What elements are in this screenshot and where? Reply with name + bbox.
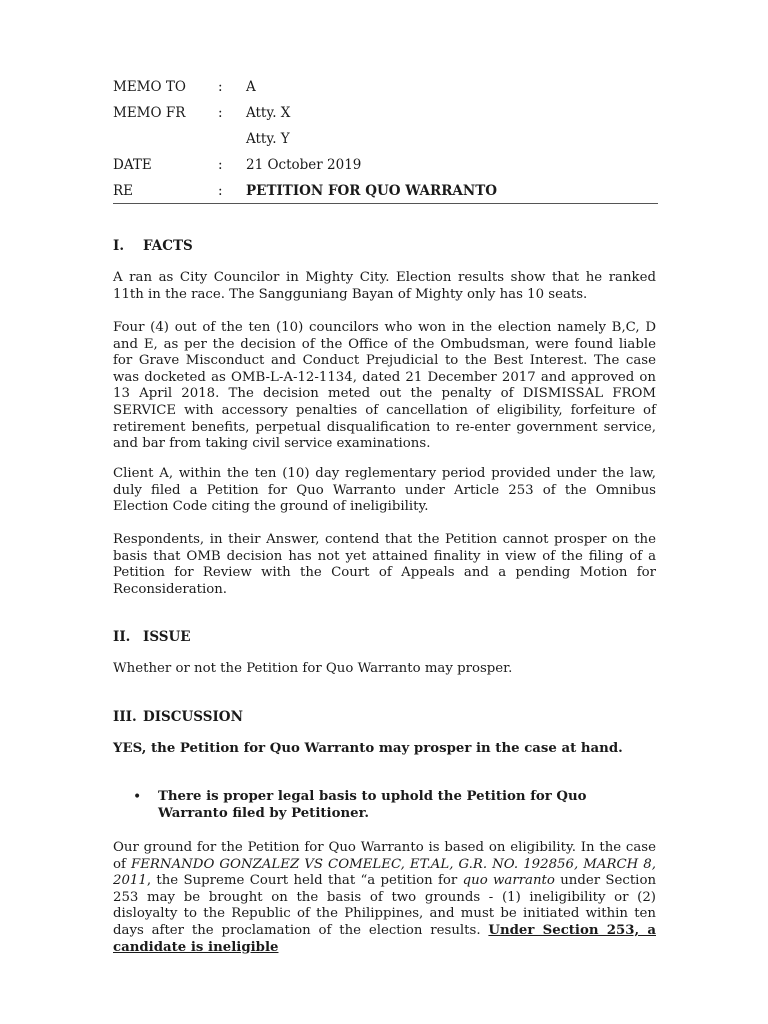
section-253-emphasis: Under Section 253, a candidate is ineligible [113, 922, 656, 955]
memo-fr-colon: : [218, 105, 223, 121]
memo-fr-value: Atty. X [246, 105, 291, 121]
facts-paragraph-2: Four (4) out of the ten (10) councilors who won in the election namely B,C, D and E, as per the decision of the Office of the Ombudsman, were found liable for Grave Misconduct and Conduct Prejudicial to the Best Interest. The case was docketed as OMB-L-A-12-1134, dated 21 December 2017 and approved on 13 April 2018. The decision meted out the penalty of DISMISSAL FROM SERVICE with accessory penalties of cancellation of eligibility, forfeiture of retirement benefits, perpetual disqualification to re-enter government service, and bar from taking civil service examinations. [113, 320, 656, 452]
section-issue-number: II. [113, 629, 131, 645]
date-value: 21 October 2019 [246, 157, 362, 173]
facts-paragraph-3: Client A, within the ten (10) day reglementary period provided under the law, duly filed a Petition for Quo Warranto under Article 253 of the Omnibus Election Code citing the ground of ineligibility. [113, 466, 656, 515]
issue-paragraph: Whether or not the Petition for Quo Warranto may prosper. [113, 661, 513, 676]
section-discussion-number: III. [113, 709, 137, 725]
memo-fr-row [113, 105, 658, 123]
section-facts-number: I. [113, 238, 125, 254]
memo-to-row [113, 79, 658, 97]
memo-to-label: MEMO TO [113, 79, 186, 95]
memo-fr-value-2: Atty. Y [246, 131, 290, 147]
re-colon: : [218, 183, 223, 199]
discussion-lead: YES, the Petition for Quo Warranto may prosper in the case at hand. [113, 741, 623, 756]
date-colon: : [218, 157, 223, 173]
re-row [113, 183, 658, 201]
memo-fr-row-2 [113, 131, 658, 149]
section-facts-title: FACTS [143, 238, 193, 254]
memo-to-colon: : [218, 79, 223, 95]
discussion-paragraph [113, 840, 656, 956]
bullet-text: There is proper legal basis to uphold the Petition for Quo Warranto filed by Petitioner. [158, 789, 587, 821]
re-label: RE [113, 183, 134, 199]
section-facts-heading [113, 238, 193, 254]
discussion-text-2: , the Supreme Court held that “a petition for [146, 873, 463, 889]
case-citation: FERNANDO GONZALEZ VS COMELEC, ET.AL, G.R. NO. 192856, MARCH 8, 2011 [113, 856, 656, 889]
date-row [113, 157, 658, 175]
quo-warranto-italic: quo warranto [462, 873, 555, 889]
date-label: DATE [113, 157, 152, 173]
section-discussion-title: DISCUSSION [143, 709, 243, 725]
memo-fr-label: MEMO FR [113, 105, 186, 121]
section-issue-title: ISSUE [143, 629, 191, 645]
header-divider [113, 203, 658, 204]
re-value: PETITION FOR QUO WARRANTO [246, 183, 498, 199]
discussion-text-3: under Section 253 may be brought on the basis of two grounds - (1) ineligibility or (2) disloyalty to the Republic of the Philippines, and must be initiated within ten days after the proclamation of the election results. [113, 873, 657, 938]
facts-paragraph-1: A ran as City Councilor in Mighty City. Election results show that he ranked 11th in the race. The Sangguniang Bayan of Mighty only has 10 seats. [113, 270, 656, 302]
bullet-item [113, 789, 656, 823]
bullet-icon: • [133, 789, 142, 805]
discussion-text-1: Our ground for the Petition for Quo Warranto is based on eligibility. In the case of [113, 840, 656, 872]
facts-paragraph-4: Respondents, in their Answer, contend that the Petition cannot prosper on the basis that OMB decision has not yet attained finality in view of the filing of a Petition for Review with the Court of Appeals and a pending Motion for Reconsideration. [113, 532, 656, 597]
section-issue-heading [113, 629, 191, 645]
section-discussion-heading [113, 709, 243, 725]
memo-to-value: A [246, 79, 256, 95]
